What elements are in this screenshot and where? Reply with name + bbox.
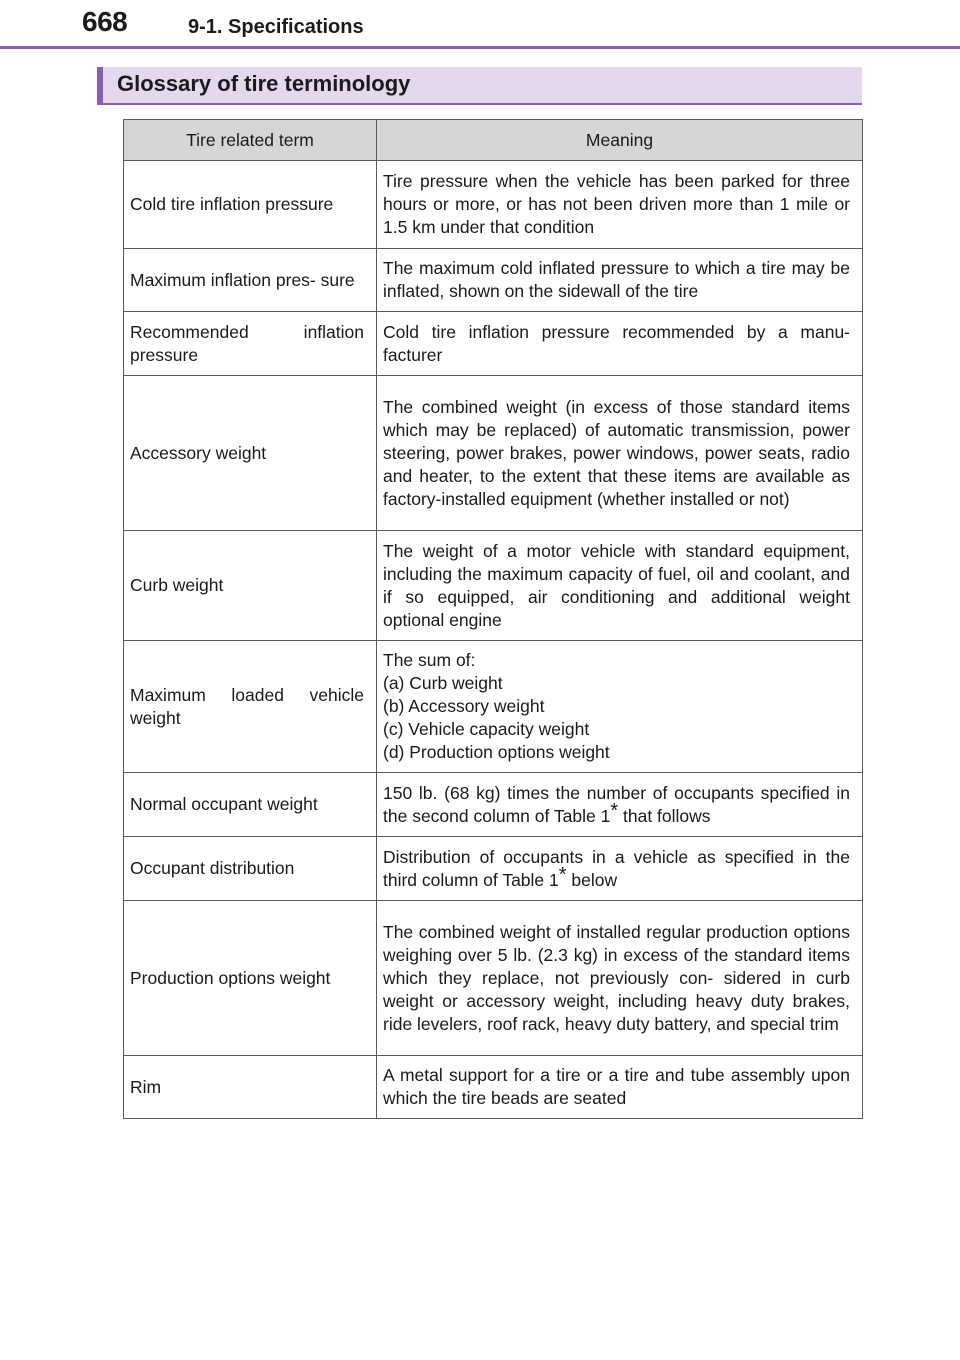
- table-row: [124, 376, 863, 531]
- meaning-text: that follows: [618, 805, 711, 826]
- meaning-cell: A metal support for a tire or a tire and tube assembly upon which the tire beads are seated: [377, 1056, 863, 1119]
- term-cell: Recommended inflation pressure: [124, 312, 377, 376]
- table-row: [124, 161, 863, 249]
- table-row: [124, 901, 863, 1056]
- term-cell: Curb weight: [124, 531, 377, 641]
- meaning-cell: The combined weight (in excess of those standard items which may be replaced) of automatic transmission, power steering, power brakes, power windows, power seats, radio and heater, to the extent that these items are available as factory-installed equipment (whether installed or not): [377, 376, 863, 531]
- meaning-text: 150 lb. (68 kg) times the number of occupants specified in the second column of Table 1: [383, 782, 850, 826]
- term-cell: Rim: [124, 1056, 377, 1119]
- table-row: [124, 641, 863, 773]
- table-header-row: [124, 120, 863, 161]
- meaning-cell: [377, 641, 863, 773]
- term-cell: Maximum loaded vehicle weight: [124, 641, 377, 773]
- meaning-cell: [377, 773, 863, 837]
- meaning-text: Distribution of occupants in a vehicle as specified in the third column of Table 1: [383, 846, 850, 890]
- term-cell: Occupant distribution: [124, 837, 377, 901]
- glossary-title: Glossary of tire terminology: [117, 71, 411, 96]
- meaning-line: The sum of:: [383, 650, 476, 670]
- footnote-star: *: [610, 799, 619, 822]
- meaning-cell: The weight of a motor vehicle with standard equipment, including the maximum capacity of fuel, oil and coolant, and if so equipped, air conditioning and additional weight optional engine: [377, 531, 863, 641]
- term-cell: Accessory weight: [124, 376, 377, 531]
- meaning-cell: [377, 837, 863, 901]
- table-row: [124, 531, 863, 641]
- table-row: [124, 837, 863, 901]
- table-row: [124, 1056, 863, 1119]
- column-header-meaning: Meaning: [377, 120, 863, 161]
- meaning-cell: Cold tire inflation pressure recommended by a manu- facturer: [377, 312, 863, 376]
- meaning-line: (d) Production options weight: [383, 742, 610, 762]
- tire-terminology-table: [123, 119, 863, 1119]
- table-row: [124, 773, 863, 837]
- meaning-line: (b) Accessory weight: [383, 696, 545, 716]
- page-header: [0, 0, 960, 50]
- section-label: 9-1. Specifications: [188, 16, 364, 38]
- meaning-text: below: [566, 869, 618, 890]
- footnote-star: *: [558, 863, 567, 886]
- meaning-cell: The maximum cold inflated pressure to which a tire may be inflated, shown on the sidewall of the tire: [377, 249, 863, 312]
- term-cell: Production options weight: [124, 901, 377, 1056]
- term-cell: Normal occupant weight: [124, 773, 377, 837]
- meaning-cell: The combined weight of installed regular production options weighing over 5 lb. (2.3 kg) in excess of the standard items which they replace, not previously con- sidered in curb weight or accessory weight, including heavy duty brakes, ride levelers, roof rack, heavy duty battery, and special trim: [377, 901, 863, 1056]
- meaning-cell: Tire pressure when the vehicle has been parked for three hours or more, or has not been driven more than 1 mile or 1.5 km under that condition: [377, 161, 863, 249]
- glossary-banner: [97, 67, 862, 105]
- meaning-line: (c) Vehicle capacity weight: [383, 719, 590, 739]
- page-number: 668: [82, 6, 128, 37]
- term-cell: Cold tire inflation pressure: [124, 161, 377, 249]
- table-row: [124, 312, 863, 376]
- header-rule: [0, 46, 960, 49]
- column-header-term: Tire related term: [124, 120, 377, 161]
- meaning-line: (a) Curb weight: [383, 673, 503, 693]
- table-row: [124, 249, 863, 312]
- term-cell: Maximum inflation pres- sure: [124, 249, 377, 312]
